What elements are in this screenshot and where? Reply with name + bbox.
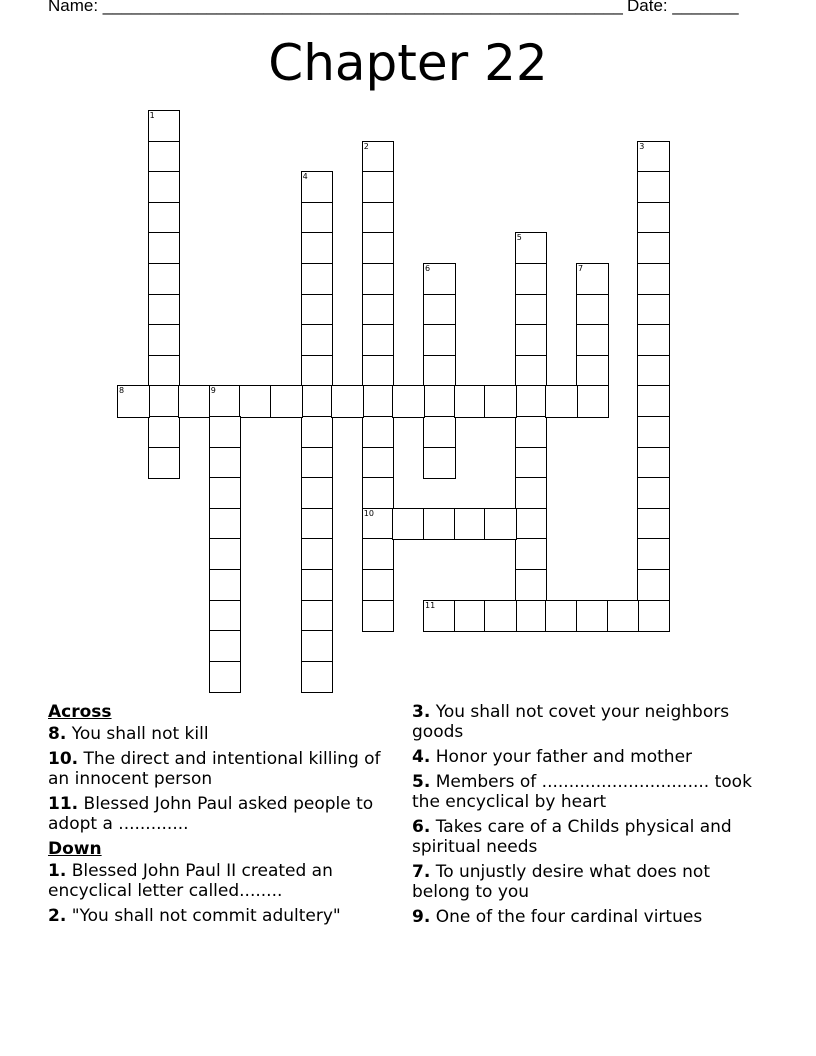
grid-cell[interactable]: [637, 447, 670, 480]
grid-cell[interactable]: [576, 385, 609, 418]
grid-cell[interactable]: [209, 508, 242, 541]
grid-cell[interactable]: [515, 385, 548, 418]
grid-cell[interactable]: [301, 416, 334, 449]
grid-cell[interactable]: [515, 263, 548, 296]
grid-cell[interactable]: [362, 538, 395, 571]
grid-cell[interactable]: [301, 630, 334, 663]
clue-across-10: [48, 749, 400, 789]
grid-cell[interactable]: [515, 569, 548, 602]
cell-number-label: 3: [639, 141, 645, 151]
grid-cell[interactable]: [423, 263, 456, 296]
clue-text: Takes care of a Childs physical and spiritual needs: [412, 817, 732, 857]
date-field-line[interactable]: Date: _______: [627, 0, 739, 15]
name-field-line[interactable]: Name: _______________________________________________________: [48, 0, 623, 15]
grid-cell[interactable]: [423, 416, 456, 449]
clue-number: 5.: [412, 772, 431, 792]
cell-number-label: 11: [425, 600, 436, 610]
clue-down-9: [412, 907, 764, 927]
across-heading: Across: [48, 702, 112, 722]
grid-cell[interactable]: [148, 385, 181, 418]
grid-cell[interactable]: [423, 600, 456, 633]
grid-cell[interactable]: [148, 232, 181, 265]
grid-cell[interactable]: [637, 294, 670, 327]
grid-cell[interactable]: [637, 538, 670, 571]
clue-across-11: [48, 794, 400, 834]
grid-cell[interactable]: [515, 508, 548, 541]
grid-cell[interactable]: [301, 263, 334, 296]
grid-cell[interactable]: [301, 385, 334, 418]
grid-cell[interactable]: [423, 355, 456, 388]
grid-cell[interactable]: [392, 508, 425, 541]
grid-cell[interactable]: [209, 385, 242, 418]
grid-cell[interactable]: [178, 385, 211, 418]
cell-number-label: 5: [516, 233, 522, 243]
grid-cell[interactable]: [637, 477, 670, 510]
grid-cell[interactable]: [148, 294, 181, 327]
grid-cell[interactable]: [576, 263, 609, 296]
grid-cell[interactable]: [637, 232, 670, 265]
grid-cell[interactable]: [362, 477, 395, 510]
down-heading: Down: [48, 839, 102, 859]
grid-cell[interactable]: [423, 294, 456, 327]
grid-cell[interactable]: [515, 324, 548, 357]
grid-cell[interactable]: [484, 508, 517, 541]
cell-number-label: 4: [302, 172, 308, 182]
grid-cell[interactable]: [209, 569, 242, 602]
grid-cell[interactable]: [209, 538, 242, 571]
grid-cell[interactable]: [607, 600, 640, 633]
grid-cell[interactable]: [148, 447, 181, 480]
clue-number: 2.: [48, 906, 67, 926]
grid-cell[interactable]: [637, 416, 670, 449]
grid-cell[interactable]: [362, 569, 395, 602]
grid-cell[interactable]: [270, 385, 303, 418]
clue-number: 1.: [48, 861, 67, 881]
clue-text: One of the four cardinal virtues: [430, 907, 703, 927]
grid-cell[interactable]: [301, 600, 334, 633]
grid-cell[interactable]: [423, 385, 456, 418]
grid-cell[interactable]: [301, 171, 334, 204]
grid-cell[interactable]: [209, 661, 242, 694]
grid-cell[interactable]: [515, 600, 548, 633]
grid-cell[interactable]: [148, 202, 181, 235]
grid-cell[interactable]: [148, 110, 181, 143]
grid-cell[interactable]: [362, 171, 395, 204]
cell-number-label: 1: [149, 111, 155, 120]
clue-across-8: [48, 724, 400, 744]
clue-text: Blessed John Paul II created an encyclical letter called........: [48, 861, 333, 901]
clue-text: You shall not kill: [66, 724, 209, 744]
cell-number-label: 2: [363, 141, 369, 151]
grid-cell[interactable]: [637, 569, 670, 602]
grid-cell[interactable]: [576, 294, 609, 327]
clue-text: The direct and intentional killing of an innocent person: [48, 749, 381, 789]
grid-cell[interactable]: [301, 324, 334, 357]
clue-down-7: [412, 862, 764, 902]
clue-text: Honor your father and mother: [430, 747, 693, 767]
grid-cell[interactable]: [362, 263, 395, 296]
grid-cell[interactable]: [209, 477, 242, 510]
clue-number: 4.: [412, 747, 431, 767]
cell-number-label: 10: [363, 508, 374, 518]
grid-cell[interactable]: [301, 232, 334, 265]
grid-cell[interactable]: [637, 171, 670, 204]
clue-down-3: [412, 702, 764, 742]
clue-text: To unjustly desire what does not belong to you: [412, 862, 710, 902]
grid-cell[interactable]: [637, 355, 670, 388]
grid-cell[interactable]: [301, 661, 334, 694]
grid-cell[interactable]: [362, 232, 395, 265]
clue-number: 9.: [412, 907, 431, 927]
grid-cell[interactable]: [362, 294, 395, 327]
grid-cell[interactable]: [209, 600, 242, 633]
grid-cell[interactable]: [301, 355, 334, 388]
grid-cell[interactable]: [515, 477, 548, 510]
grid-cell[interactable]: [362, 385, 395, 418]
grid-cell[interactable]: [454, 600, 487, 633]
grid-cell[interactable]: [637, 600, 670, 633]
grid-cell[interactable]: [515, 538, 548, 571]
grid-cell[interactable]: [148, 171, 181, 204]
clues-right-column: [412, 702, 764, 932]
grid-cell[interactable]: [331, 385, 364, 418]
grid-cell[interactable]: [545, 600, 578, 633]
clue-number: 7.: [412, 862, 431, 882]
clues-left-column: [48, 702, 400, 931]
grid-cell[interactable]: [423, 447, 456, 480]
grid-cell[interactable]: [576, 324, 609, 357]
grid-cell[interactable]: [362, 355, 395, 388]
grid-cell[interactable]: [576, 600, 609, 633]
clue-number: 11.: [48, 794, 79, 814]
grid-cell[interactable]: [637, 324, 670, 357]
grid-cell[interactable]: [362, 416, 395, 449]
grid-cell[interactable]: [209, 416, 242, 449]
clue-text: Members of ............................... took the encyclical by heart: [412, 772, 752, 812]
grid-cell[interactable]: [637, 385, 670, 418]
grid-cell[interactable]: [301, 538, 334, 571]
grid-cell[interactable]: [515, 232, 548, 265]
clue-number: 10.: [48, 749, 79, 769]
grid-cell[interactable]: [301, 508, 334, 541]
grid-cell[interactable]: [148, 355, 181, 388]
cell-number-label: 9: [210, 386, 216, 396]
grid-cell[interactable]: [301, 294, 334, 327]
grid-cell[interactable]: [362, 508, 395, 541]
cell-number-label: 8: [119, 386, 125, 396]
grid-cell[interactable]: [301, 569, 334, 602]
grid-cell[interactable]: [576, 355, 609, 388]
grid-cell[interactable]: [454, 385, 487, 418]
grid-cell[interactable]: [637, 263, 670, 296]
grid-cell[interactable]: [209, 630, 242, 663]
clue-down-4: [412, 747, 764, 767]
clue-down-2: [48, 906, 400, 926]
cell-number-label: 7: [578, 264, 584, 273]
grid-cell[interactable]: [423, 508, 456, 541]
grid-cell[interactable]: [637, 508, 670, 541]
clue-down-6: [412, 817, 764, 857]
grid-cell[interactable]: [117, 385, 150, 418]
grid-cell[interactable]: [148, 416, 181, 449]
clue-text: "You shall not commit adultery": [66, 906, 341, 926]
grid-cell[interactable]: [239, 385, 272, 418]
grid-cell[interactable]: [301, 477, 334, 510]
grid-cell[interactable]: [484, 600, 517, 633]
clue-down-5: [412, 772, 764, 812]
grid-cell[interactable]: [515, 294, 548, 327]
grid-cell[interactable]: [148, 324, 181, 357]
grid-cell[interactable]: [362, 447, 395, 480]
clue-down-1: [48, 861, 400, 901]
grid-cell[interactable]: [362, 324, 395, 357]
clue-text: Blessed John Paul asked people to adopt a .............: [48, 794, 374, 834]
grid-cell[interactable]: [209, 447, 242, 480]
grid-cell[interactable]: [637, 202, 670, 235]
clue-number: 8.: [48, 724, 67, 744]
grid-cell[interactable]: [301, 202, 334, 235]
grid-cell[interactable]: [362, 600, 395, 633]
grid-cell[interactable]: [454, 508, 487, 541]
grid-cell[interactable]: [515, 355, 548, 388]
grid-cell[interactable]: [545, 385, 578, 418]
grid-cell[interactable]: [362, 141, 395, 174]
grid-cell[interactable]: [515, 447, 548, 480]
grid-cell[interactable]: [484, 385, 517, 418]
grid-cell[interactable]: [362, 202, 395, 235]
clue-text: You shall not covet your neighbors goods: [412, 702, 730, 742]
grid-cell[interactable]: [148, 263, 181, 296]
cell-number-label: 6: [425, 264, 431, 273]
grid-cell[interactable]: [423, 324, 456, 357]
grid-cell[interactable]: [301, 447, 334, 480]
grid-cell[interactable]: [637, 141, 670, 174]
page-title: Chapter 22: [268, 34, 548, 92]
grid-cell[interactable]: [515, 416, 548, 449]
clue-number: 3.: [412, 702, 431, 722]
grid-cell[interactable]: [148, 141, 181, 174]
grid-cell[interactable]: [392, 385, 425, 418]
clue-number: 6.: [412, 817, 431, 837]
